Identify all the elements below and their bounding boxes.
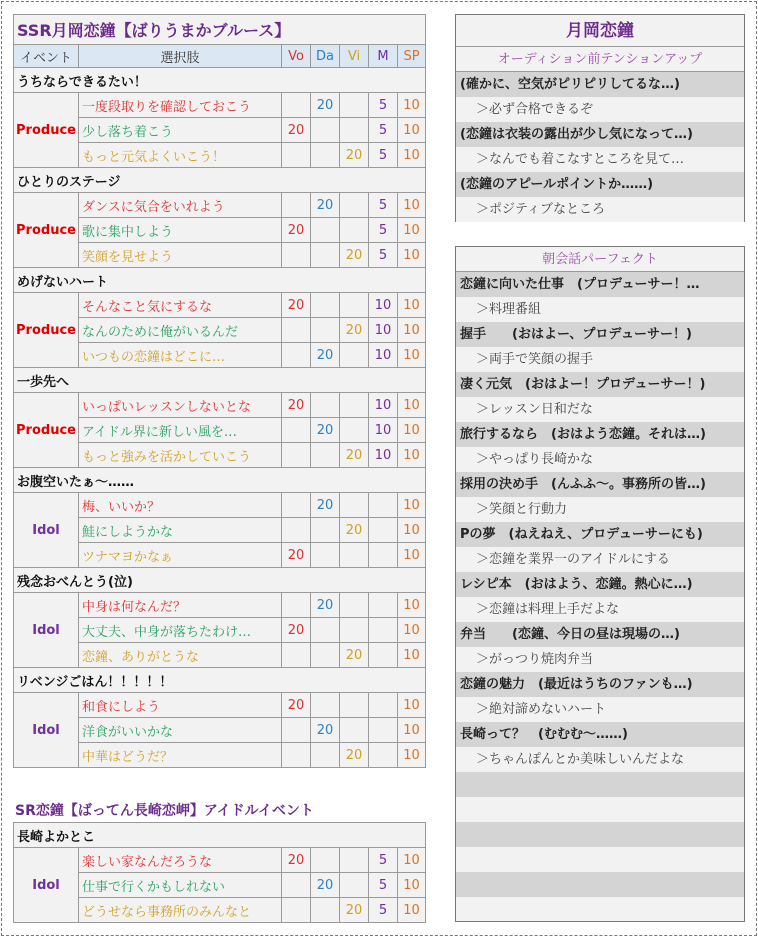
stat-vi xyxy=(340,418,369,443)
stat-vo xyxy=(282,643,311,668)
event-row xyxy=(14,368,426,393)
stat-vi: 20 xyxy=(340,898,369,923)
stat-vo xyxy=(282,318,311,343)
conversation-prompt: 採用の決め手 (んふふ〜。事務所の皆…) xyxy=(456,472,744,497)
choice-text: 中華はどうだ？ xyxy=(79,743,282,768)
audition-list xyxy=(456,72,744,222)
choice-text: そんなこと気にするな xyxy=(79,293,282,318)
stat-da: 20 xyxy=(311,193,340,218)
conversation-answer: ＞笑顔と行動力 xyxy=(456,497,744,522)
conversation-prompt: (恋鐘は衣装の露出が少し気になって…) xyxy=(456,122,744,147)
stat-m: 5 xyxy=(369,898,398,923)
stat-vo xyxy=(282,873,311,898)
event-row xyxy=(14,668,426,693)
choice-row xyxy=(14,848,426,873)
event-row xyxy=(14,268,426,293)
stat-sp: 10 xyxy=(398,293,426,318)
choice-text: 少し落ち着こう xyxy=(79,118,282,143)
choice-row xyxy=(14,493,426,518)
stat-vo: 20 xyxy=(282,393,311,418)
event-row xyxy=(14,468,426,493)
conversation-answer: ＞ポジティブなところ xyxy=(456,197,744,222)
choice-text: 梅、いいか？ xyxy=(79,493,282,518)
stat-sp: 10 xyxy=(398,118,426,143)
stat-da xyxy=(311,898,340,923)
choice-text: 和食にしよう xyxy=(79,693,282,718)
event-type-label: Idol xyxy=(14,693,79,768)
conversation-answer: ＞必ず合格できるぞ xyxy=(456,97,744,122)
conversation-answer: ＞絶対諦めないハート xyxy=(456,697,744,722)
stat-sp: 10 xyxy=(398,243,426,268)
stat-da xyxy=(311,618,340,643)
choice-row xyxy=(14,293,426,318)
stat-da xyxy=(311,293,340,318)
choice-text: 歌に集中しよう xyxy=(79,218,282,243)
stat-sp: 10 xyxy=(398,898,426,923)
stat-vo: 20 xyxy=(282,218,311,243)
conversation-prompt: レシピ本 (おはよう、恋鐘。熱心に…) xyxy=(456,572,744,597)
header-choice: 選択肢 xyxy=(79,45,282,68)
header-da: Da xyxy=(311,45,340,68)
stat-vi xyxy=(340,618,369,643)
stat-da xyxy=(311,693,340,718)
stat-vo: 20 xyxy=(282,618,311,643)
empty-row xyxy=(456,772,744,797)
stat-vo xyxy=(282,518,311,543)
stat-m: 5 xyxy=(369,218,398,243)
stat-vo: 20 xyxy=(282,543,311,568)
stat-da: 20 xyxy=(311,873,340,898)
empty-row xyxy=(456,822,744,847)
stat-vi: 20 xyxy=(340,143,369,168)
choice-text: 洋食がいいかな xyxy=(79,718,282,743)
empty-row xyxy=(456,872,744,897)
stat-sp: 10 xyxy=(398,848,426,873)
stat-vi xyxy=(340,343,369,368)
stat-sp: 10 xyxy=(398,343,426,368)
choice-text: 大丈夫、中身が落ちたわけ… xyxy=(79,618,282,643)
conversation-answer: ＞料理番組 xyxy=(456,297,744,322)
event-name: 長崎よかとこ xyxy=(14,823,426,848)
choice-row xyxy=(14,393,426,418)
stat-m xyxy=(369,593,398,618)
idol-info-panel xyxy=(455,14,745,222)
choice-text: アイドル界に新しい風を… xyxy=(79,418,282,443)
event-row xyxy=(14,68,426,93)
stat-sp: 10 xyxy=(398,873,426,898)
conversation-prompt: 凄く元気 (おはよー！プロデューサー！) xyxy=(456,372,744,397)
stat-vo: 20 xyxy=(282,118,311,143)
stat-vo xyxy=(282,418,311,443)
event-type-label: Produce xyxy=(14,93,79,168)
stat-m: 5 xyxy=(369,143,398,168)
morning-list xyxy=(456,272,744,922)
stat-sp: 10 xyxy=(398,643,426,668)
conversation-prompt: (恋鐘のアピールポイントか……) xyxy=(456,172,744,197)
stat-vo xyxy=(282,718,311,743)
stat-m: 5 xyxy=(369,873,398,898)
stat-da xyxy=(311,218,340,243)
stat-sp: 10 xyxy=(398,318,426,343)
stat-sp: 10 xyxy=(398,543,426,568)
stat-da: 20 xyxy=(311,93,340,118)
stat-vi: 20 xyxy=(340,518,369,543)
choice-text: 楽しい家なんだろうな xyxy=(79,848,282,873)
empty-row xyxy=(456,847,744,872)
conversation-answer: ＞やっぱり長崎かな xyxy=(456,447,744,472)
event-name: お腹空いたぁ〜…… xyxy=(14,468,426,493)
stat-m: 10 xyxy=(369,343,398,368)
morning-section-title: 朝会話パーフェクト xyxy=(456,247,744,272)
stat-m xyxy=(369,693,398,718)
choice-text: ダンスに気合をいれよう xyxy=(79,193,282,218)
event-name: ひとりのステージ xyxy=(14,168,426,193)
stat-sp: 10 xyxy=(398,93,426,118)
stat-vi xyxy=(340,293,369,318)
conversation-answer: ＞恋鐘は料理上手だよな xyxy=(456,597,744,622)
choice-text: もっと強みを活かしていこう xyxy=(79,443,282,468)
stat-sp: 10 xyxy=(398,743,426,768)
stat-vi: 20 xyxy=(340,243,369,268)
stat-da xyxy=(311,318,340,343)
choice-text: いっぱいレッスンしないとな xyxy=(79,393,282,418)
choice-row xyxy=(14,93,426,118)
panel-idol-name: 月岡恋鐘 xyxy=(456,15,744,47)
stat-da xyxy=(311,393,340,418)
stat-da: 20 xyxy=(311,593,340,618)
stat-m xyxy=(369,618,398,643)
event-row xyxy=(14,568,426,593)
morning-talk-panel xyxy=(455,246,745,922)
stat-da xyxy=(311,848,340,873)
stat-da xyxy=(311,143,340,168)
event-row xyxy=(14,823,426,848)
empty-row xyxy=(456,897,744,922)
stat-vo xyxy=(282,593,311,618)
stat-vo xyxy=(282,743,311,768)
stat-m: 5 xyxy=(369,193,398,218)
stat-da: 20 xyxy=(311,493,340,518)
stat-sp: 10 xyxy=(398,493,426,518)
conversation-answer: ＞恋鐘を業界一のアイドルにする xyxy=(456,547,744,572)
stat-vo xyxy=(282,493,311,518)
stat-vi xyxy=(340,693,369,718)
event-name: めげないハート xyxy=(14,268,426,293)
choice-text: なんのために俺がいるんだ xyxy=(79,318,282,343)
stat-vo xyxy=(282,898,311,923)
stat-vo xyxy=(282,443,311,468)
conversation-answer: ＞レッスン日和だな xyxy=(456,397,744,422)
stat-sp: 10 xyxy=(398,393,426,418)
choice-text: もっと元気よくいこう！ xyxy=(79,143,282,168)
sr-card-title: SR恋鐘【ばってん長崎恋岬】アイドルイベント xyxy=(15,803,314,819)
conversation-prompt: 弁当 (恋鐘、今日の昼は現場の…) xyxy=(456,622,744,647)
header-sp: SP xyxy=(398,45,426,68)
choice-text: いつもの恋鐘はどこに… xyxy=(79,343,282,368)
event-type-label: Idol xyxy=(14,593,79,668)
stat-sp: 10 xyxy=(398,718,426,743)
stat-vi xyxy=(340,873,369,898)
stat-sp: 10 xyxy=(398,618,426,643)
stat-vo: 20 xyxy=(282,293,311,318)
stat-vi xyxy=(340,593,369,618)
stat-da xyxy=(311,118,340,143)
ssr-card-title: SSR月岡恋鐘【ばりうまかブルース】 xyxy=(14,15,426,45)
choice-text: 中身は何なんだ？ xyxy=(79,593,282,618)
stat-m: 10 xyxy=(369,293,398,318)
header-row xyxy=(14,45,426,68)
stat-vo xyxy=(282,93,311,118)
event-name: うちならできるたい！ xyxy=(14,68,426,93)
stat-vo: 20 xyxy=(282,693,311,718)
stat-sp: 10 xyxy=(398,218,426,243)
stat-da: 20 xyxy=(311,343,340,368)
conversation-prompt: 恋鐘に向いた仕事 (プロデューサー！… xyxy=(456,272,744,297)
stat-sp: 10 xyxy=(398,518,426,543)
stat-vo xyxy=(282,343,311,368)
event-type-label: Produce xyxy=(14,193,79,268)
choice-text: 仕事で行くかもしれない xyxy=(79,873,282,898)
stat-m: 5 xyxy=(369,93,398,118)
stat-m xyxy=(369,518,398,543)
event-name: 一歩先へ xyxy=(14,368,426,393)
stat-vi: 20 xyxy=(340,318,369,343)
stat-sp: 10 xyxy=(398,593,426,618)
choice-row xyxy=(14,593,426,618)
stat-sp: 10 xyxy=(398,193,426,218)
empty-row xyxy=(456,797,744,822)
event-type-label: Produce xyxy=(14,393,79,468)
audition-section-title: オーディション前テンションアップ xyxy=(456,47,744,72)
stat-vo xyxy=(282,243,311,268)
stat-vi xyxy=(340,218,369,243)
stat-m: 10 xyxy=(369,393,398,418)
stat-m: 10 xyxy=(369,418,398,443)
conversation-prompt: 握手 (おはよー、プロデューサー！) xyxy=(456,322,744,347)
header-vi: Vi xyxy=(340,45,369,68)
conversation-prompt: 恋鐘の魅力 (最近はうちのファンも…) xyxy=(456,672,744,697)
stat-vi: 20 xyxy=(340,743,369,768)
stat-da: 20 xyxy=(311,718,340,743)
stat-da xyxy=(311,643,340,668)
event-name: 残念おべんとう(泣) xyxy=(14,568,426,593)
stat-vi: 20 xyxy=(340,443,369,468)
stat-sp: 10 xyxy=(398,143,426,168)
conversation-prompt: (確かに、空気がピリピリしてるな…) xyxy=(456,72,744,97)
choice-text: ツナマヨかなぁ xyxy=(79,543,282,568)
choice-text: 恋鐘、ありがとうな xyxy=(79,643,282,668)
choice-row xyxy=(14,693,426,718)
stat-sp: 10 xyxy=(398,443,426,468)
stat-da: 20 xyxy=(311,418,340,443)
stat-vi xyxy=(340,93,369,118)
stat-m: 5 xyxy=(369,848,398,873)
stat-m: 5 xyxy=(369,118,398,143)
conversation-prompt: Pの夢 (ねえねえ、プロデューサーにも) xyxy=(456,522,744,547)
stat-m xyxy=(369,743,398,768)
stat-vi xyxy=(340,193,369,218)
stat-m xyxy=(369,493,398,518)
choice-text: 一度段取りを確認しておこう xyxy=(79,93,282,118)
stat-vi xyxy=(340,493,369,518)
stat-m xyxy=(369,543,398,568)
conversation-answer: ＞ちゃんぽんとか美味しいんだよな xyxy=(456,747,744,772)
event-name: リベンジごはん！！！！！ xyxy=(14,668,426,693)
stat-sp: 10 xyxy=(398,418,426,443)
stat-vi xyxy=(340,848,369,873)
ssr-event-table xyxy=(13,14,426,768)
header-vo: Vo xyxy=(282,45,311,68)
stat-vi xyxy=(340,118,369,143)
stat-da xyxy=(311,443,340,468)
choice-text: 鮭にしようかな xyxy=(79,518,282,543)
stat-m xyxy=(369,643,398,668)
stat-da xyxy=(311,243,340,268)
stat-vo xyxy=(282,193,311,218)
stat-m: 10 xyxy=(369,318,398,343)
event-type-label: Idol xyxy=(14,848,79,923)
header-event: イベント xyxy=(14,45,79,68)
event-row xyxy=(14,168,426,193)
stat-da xyxy=(311,543,340,568)
stat-da xyxy=(311,518,340,543)
choice-text: 笑顔を見せよう xyxy=(79,243,282,268)
choice-row xyxy=(14,193,426,218)
stat-vo xyxy=(282,143,311,168)
stat-vi xyxy=(340,393,369,418)
conversation-answer: ＞両手で笑顔の握手 xyxy=(456,347,744,372)
conversation-answer: ＞がっつり焼肉弁当 xyxy=(456,647,744,672)
event-type-label: Produce xyxy=(14,293,79,368)
stat-vi: 20 xyxy=(340,643,369,668)
stat-vi xyxy=(340,543,369,568)
stat-m xyxy=(369,718,398,743)
conversation-prompt: 旅行するなら (おはよう恋鐘。それは…) xyxy=(456,422,744,447)
stat-da xyxy=(311,743,340,768)
header-m: M xyxy=(369,45,398,68)
conversation-prompt: 長崎って？ (むむむ〜……) xyxy=(456,722,744,747)
stat-m: 5 xyxy=(369,243,398,268)
stat-sp: 10 xyxy=(398,693,426,718)
sr-event-table xyxy=(13,822,426,923)
choice-text: どうせなら事務所のみんなと xyxy=(79,898,282,923)
stat-vo: 20 xyxy=(282,848,311,873)
stat-m: 10 xyxy=(369,443,398,468)
stat-vi xyxy=(340,718,369,743)
event-type-label: Idol xyxy=(14,493,79,568)
conversation-answer: ＞なんでも着こなすところを見て… xyxy=(456,147,744,172)
